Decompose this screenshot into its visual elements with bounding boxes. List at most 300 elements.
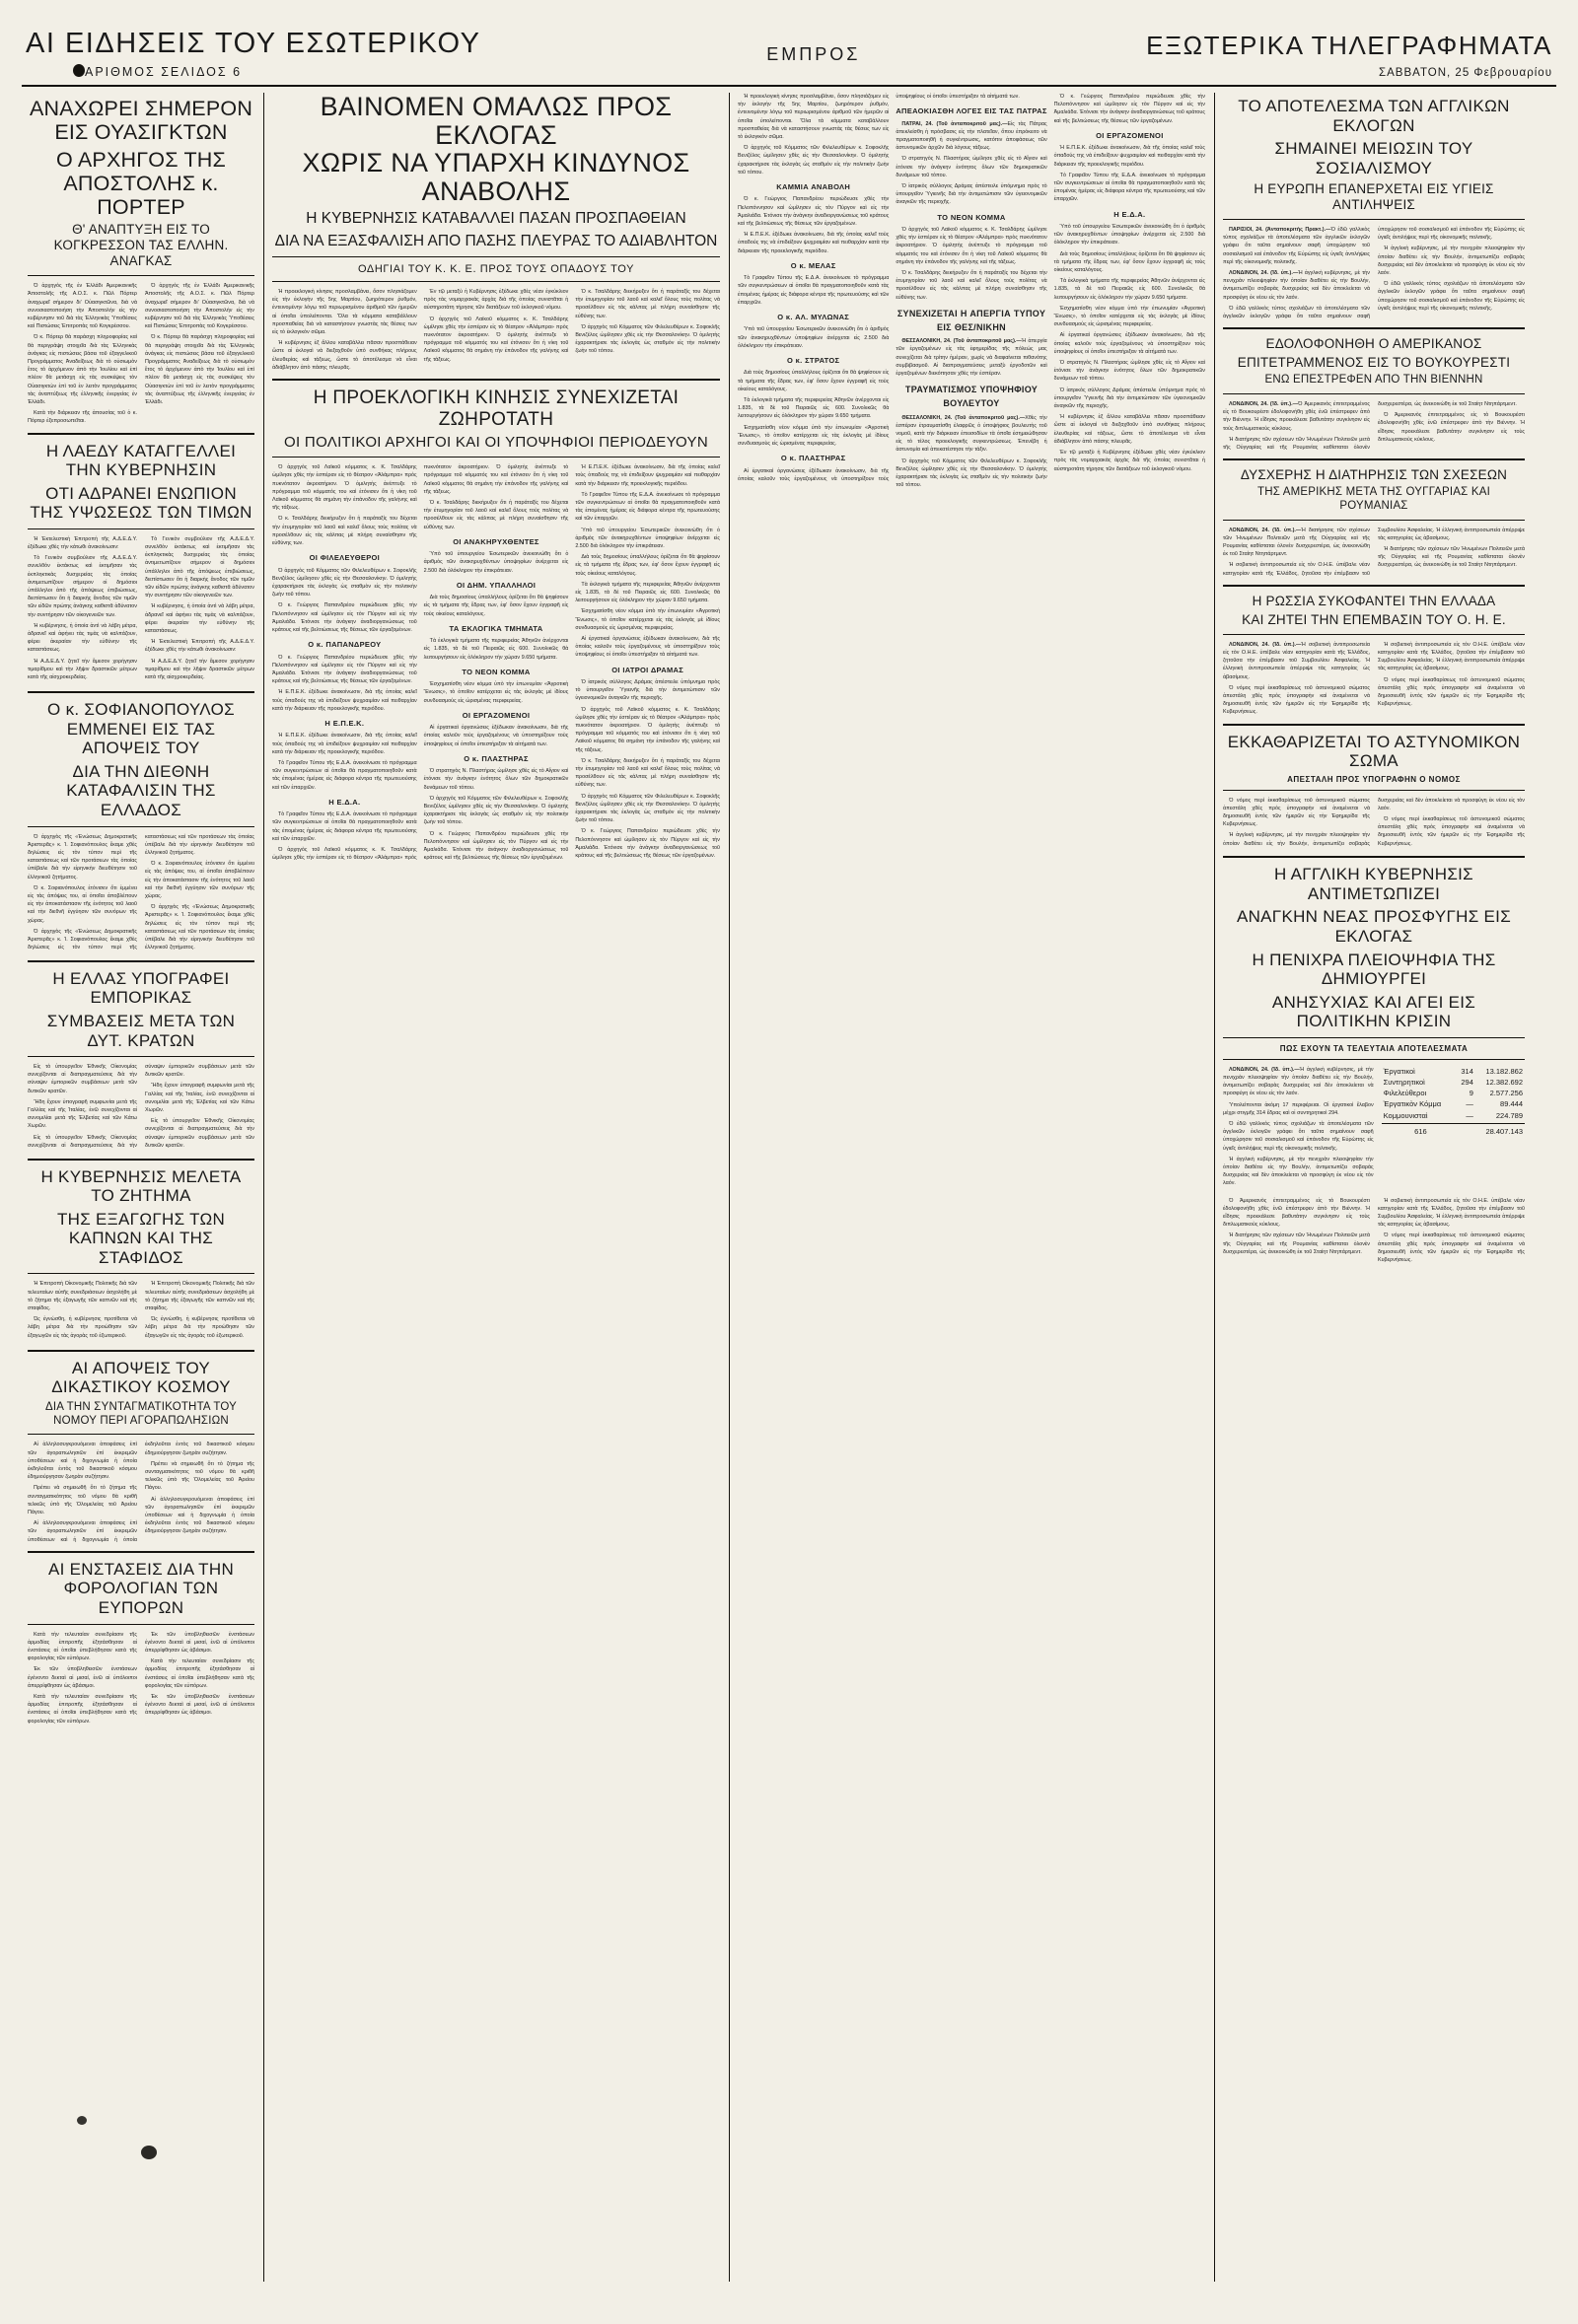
paragraph: Ἡ σοβιετικὴ ἀντιπροσωπεία εἰς τὸν Ο.Η.Ε. ὑπέβαλε νέαν κατηγορίαν κατὰ τῆς Ἑλλάδος, ζητοῦσα τὴν ἐπέμβασιν τοῦ Συμβουλίου Ἀσφαλείας. Ἡ ἑλληνικὴ ἀντιπροσωπεία ἀπέρριψε τὰς κατηγορίας ὡς ἀβασίμους. bbox=[1223, 527, 1525, 577]
paragraph: Ἤδη ἔχουν ὑπογραφῆ συμφωνίαι μετὰ τῆς Γαλλίας καὶ τῆς Ἰταλίας, ἐνῶ συνεχίζονται αἱ συνομιλίαι μετὰ τῆς Ἑλβετίας καὶ τῶν Κάτω Χωρῶν. bbox=[28, 1098, 137, 1130]
paragraph: Ὁ κ. Πόρτερ θὰ παράσχη πληροφορίας καὶ θὰ περιγράψη στοιχεῖα διὰ τὰς Ἑλληνικὰς ἀνάγκας εἰς πιστώσεις βάσει τοῦ ἐξαγγελικοῦ Προγράμματος Ἀναδείξεως διὰ τὸ οὐσιωμὸν ἔτος τὸ ἀρχόμενον ἀπὸ τὴν Ἰουλίου καὶ ἐπὶ πλέον θὰ μετάσχη εἰς τὰς συσκέψεις τὸν Οὐασιγκτὼν ἐπὶ τοῦ ἐν λειτὸν προγράμματος τὰς ἀναπτύξεως τῆς ἑλληνικῆς ἐνεργείας ἐν Ἑλλάδι. bbox=[145, 334, 254, 405]
paragraph: Ἡ Ε.Π.Ε.Κ. ἐξέδωκε ἀνακοίνωσιν, διὰ τῆς ὁποίας καλεῖ τοὺς ὀπαδούς της νὰ ἐπιδείξουν ψυχραιμίαν καὶ πειθαρχίαν κατὰ τὴν διάρκειαν τῆς προεκλογικῆς περιόδου. bbox=[738, 232, 890, 254]
dateline: ΘΕΣΣΑΛΟΝΙΚΗ, 24. (Τοῦ ἀνταποκριτοῦ μας).— bbox=[901, 338, 1022, 345]
votes: 89.444 bbox=[1500, 1099, 1523, 1109]
page-number bbox=[26, 65, 480, 79]
paragraph: Ἡ σοβιετικὴ ἀντιπροσωπεία εἰς τὸν Ο.Η.Ε. ὑπέβαλε νέαν κατηγορίαν κατὰ τῆς Ἑλλάδος, ζητοῦσα τὴν ἐπέμβασιν τοῦ Συμβουλίου Ἀσφαλείας. Ἡ ἑλληνικὴ ἀντιπροσωπεία ἀπέρριψε τὰς κατηγορίας ὡς ἀβασίμους. bbox=[1378, 1197, 1525, 1229]
paragraph: Ὁ νόμος περὶ ἐκκαθαρίσεως τοῦ ἀστυνομικοῦ σώματος ἀπεστάλη χθὲς πρὸς ὑπογραφὴν καὶ ἀναμένεται νὰ δημοσιευθῆ ἐντὸς τῶν ἡμερῶν εἰς τὴν Ἐφημερίδα τῆς Κυβερνήσεως. bbox=[1378, 1232, 1525, 1263]
divider bbox=[28, 1624, 254, 1625]
paragraph: Διὰ τοὺς δημοσίους ὑπαλλήλους ὁρίζεται ὅτι θὰ ψηφίσουν εἰς τὰ τμήματα τῆς ἕδρας των, ἐφ' ὅσον ἔχουν ἐγγραφῆ εἰς τοὺς οἰκείους καταλόγους. bbox=[423, 595, 569, 617]
paragraph: Ὁ ἐδῶ γαλλικὸς τύπος σχολιάζων τὰ ἀποτελέσματα τῶν ἀγγλικῶν ἐκλογῶν γράφει ὅτι ταῦτα σημαίνουν σαφῆ ὑποχώρησιν τοῦ σοσιαλισμοῦ καὶ ἐπάνοδον τῆς Εὐρώπης εἰς ὑγιεῖς ἀντιλήψεις περὶ τῆς οἰκονομικῆς πολιτικῆς. bbox=[1223, 1120, 1374, 1152]
party-name: Κομμουνισταὶ bbox=[1383, 1110, 1428, 1120]
divider bbox=[1223, 1059, 1525, 1060]
paragraph: Ὁ ἀρχηγὸς τοῦ Κόμματος τῶν Φιλελευθέρων κ. Σοφοκλῆς Βενιζέλος ὡμίλησεν χθὲς εἰς τὴν Θεσσαλονίκην. Ὁ ὁμιλητὴς ἐχαρακτήρισε τὰς ἐκλογὰς ὡς σταθμὸν εἰς τὴν πολιτικὴν ζωὴν τοῦ τόπου. bbox=[272, 567, 417, 599]
paragraph: Ἡ Ἐκτελεστικὴ Ἐπιτροπὴ τῆς Α.Δ.Ε.Δ.Υ. ἐξέδωκε χθὲς τὴν κάτωθι ἀνακοίνωσιν: bbox=[145, 639, 254, 654]
headline-russia-l2: ΚΑΙ ΖΗΤΕΙ ΤΗΝ ΕΠΕΜΒΑΣΙΝ ΤΟΥ Ο. Η. Ε. bbox=[1242, 611, 1506, 627]
paragraph: Ἡ κυβέρνησις, ἡ ὁποία ἀντὶ νὰ λάβη μέτρα, ἀδρανεῖ καὶ ἀφήνει τὰς τιμὰς νὰ καλπάζουν, φέρει ἀκεραίαν τὴν εὐθύνην τῆς καταστάσεως. bbox=[145, 603, 254, 635]
divider bbox=[272, 256, 720, 257]
headline-uk-results-l2: ΣΗΜΑΙΝΕΙ ΜΕΙΩΣΙΝ ΤΟΥ ΣΟΣΙΑΛΙΣΜΟΥ bbox=[1274, 139, 1473, 177]
subhead-epek: Η Ε.Π.Ε.Κ. bbox=[324, 718, 365, 728]
table-row bbox=[1382, 1066, 1525, 1077]
dateline: ΠΑΡΙΣΙΟΙ, 24. (Ἀνταποκριτὴς Πρακτ.).— bbox=[1229, 227, 1331, 234]
paragraph: Ἡ διατήρησις τῶν σχέσεων τῶν Ἡνωμένων Πολιτειῶν μετὰ τῆς Οὑγγαρίας καὶ τῆς Ρουμανίας καθίσταται ὁλονὲν δυσχερεστέρα, ὡς ἀνεκοινώθη ἐκ τοῦ Σταίητ Ντηπάρτμεντ. bbox=[1378, 546, 1525, 569]
subhead-eda: Η Ε.Δ.Α. bbox=[328, 797, 361, 807]
paragraph: Ἐκ τῶν ὑποβληθεισῶν ἐνστάσεων ἐγένοντο δεκταὶ αἱ μισαί, ἐνῶ αἱ ὑπόλοιποι ἀπερρίφθησαν ὡς ἀβάσιμοι. bbox=[145, 1693, 254, 1717]
paragraph: Ὁ κ. Γεώργιος Παπανδρέου περιώδευσε χθὲς τὴν Πελοπόννησον καὶ ὡμίλησεν εἰς τὸν Πύργον καὶ εἰς τὴν Ἀμαλιάδα. Ἐτόνισε τὴν ἀνάγκην ἀναδιοργανώσεως τοῦ κράτους καὶ τῆς βελτιώσεως τῆς θέσεως τῶν ἐργαζομένων. bbox=[272, 602, 417, 633]
dateline: ΠΑΤΡΑΙ, 24. (Τοῦ ἀνταποκριτοῦ μας).— bbox=[901, 120, 1008, 127]
total-label bbox=[1382, 1126, 1391, 1137]
table-row bbox=[1382, 1098, 1525, 1109]
article-police-body bbox=[1223, 797, 1525, 850]
article-trade-body bbox=[28, 1063, 254, 1152]
column-foreign bbox=[1215, 93, 1533, 2282]
dateline: ΛΟΝΔΙΝΟΝ, 24. (Ἰδ. ὑπ.).— bbox=[1229, 641, 1302, 648]
article-tobacco-body bbox=[28, 1280, 254, 1342]
paragraph: Αἱ ἐργατικαὶ ὀργανώσεις ἐξέδωκαν ἀνακοίνωσιν, διὰ τῆς ὁποίας καλοῦν τοὺς ἐργαζομένους νὰ ὑποστηρίξουν τοὺς ὑποψηφίους οἱ ὁποῖοι ὑπεστήριξαν τὰ αἰτήματά των. bbox=[738, 94, 1020, 482]
headline-judicial-l2: ΔΙΑ ΤΗΝ ΣΥΝΤΑΓΜΑΤΙΚΟΤΗΤΑ ΤΟΥ ΝΟΜΟΥ ΠΕΡΙ ΑΓΟΡΑΠΩΛΗΣΙΩΝ bbox=[44, 1400, 238, 1427]
masthead-rule bbox=[22, 85, 1556, 87]
divider bbox=[28, 1350, 254, 1352]
votes: 12.382.692 bbox=[1485, 1077, 1523, 1087]
subhead-plastiras: Ο κ. ΠΛΑΣΤΗΡΑΣ bbox=[464, 753, 529, 763]
paragraph bbox=[1223, 400, 1370, 433]
main-lead-body bbox=[272, 288, 720, 372]
table-row bbox=[1382, 1110, 1525, 1121]
subhead-stratos: Ο κ. ΣΤΡΑΤΟΣ bbox=[786, 356, 840, 366]
paragraph: Τὰ ἐκλογικὰ τμήματα τῆς περιφερείας Ἀθηνῶν ἀνέρχονται εἰς 1.835, τὰ δὲ τοῦ Πειραιῶς εἰς 600. Συνολικῶς θὰ λειτουργήσουν εἰς ὁλόκληρον τὴν χώραν 9.650 τμήματα. bbox=[738, 397, 890, 420]
paragraph: Αἱ ἀλληλοσυγκρουόμεναι ἀποφάσεις ἐπὶ τῶν ἀγοραπωλησιῶν ἐπὶ ἐκκρεμῶν ὑποθέσεων καὶ ἡ διχογνωμία ἡ ὁποία ἐκδηλοῦται ἐντὸς τοῦ δικαστικοῦ κόσμου ἐδημιούργησαν ζωηρὰν συζήτησιν. bbox=[28, 1442, 254, 1543]
party-name: Συντηρητικοὶ bbox=[1383, 1077, 1425, 1087]
dateline: ΛΟΝΔΙΝΟΝ, 24. (Ἰδ. ὑπ.).— bbox=[1229, 527, 1302, 533]
paragraph: Ὁ ἐδῶ γαλλικὸς τύπος σχολιάζων τὰ ἀποτελέσματα τῶν ἀγγλικῶν ἐκλογῶν γράφει ὅτι ταῦτα σημαίνουν σαφῆ ὑποχώρησιν τοῦ σοσιαλισμοῦ καὶ ἐπάνοδον τῆς Εὐρώπης εἰς ὑγιεῖς ἀντιλήψεις περὶ τῆς οἰκονομικῆς πολιτικῆς. bbox=[1378, 281, 1525, 312]
ink-smudge-icon bbox=[141, 2146, 157, 2159]
subhead-new-party: ΤΟ ΝΕΟΝ ΚΟΜΜΑ bbox=[462, 667, 531, 676]
main-headline-l3b: ΔΙΑ ΝΑ ΕΞΑΣΦΑΛΙΣΗ ΑΠΟ ΠΑΣΗΣ ΠΛΕΥΡΑΣ ΤΟ ΑΔΙΑΒΛΗΤΟΝ bbox=[274, 233, 718, 250]
paragraph-text: Ὁ Ἀμερικανὸς ἐπιτετραμμένος εἰς τὸ Βουκουρέστι ἐδολοφονήθη χθὲς ἐνῶ ἐπέστρεφεν ἀπὸ τὴν Βιέννην. Ἡ εἴδησις προεκάλεσε βαθυτάτην συγκίνησιν εἰς τοὺς διπλωματικοὺς κύκλους. bbox=[1223, 400, 1370, 432]
subhead-eda-2: Η Ε.Δ.Α. bbox=[1113, 209, 1146, 219]
paragraph bbox=[896, 414, 1046, 455]
headline-envoy-l2: ΕΠΙΤΕΤΡΑΜΜΕΝΟΣ ΕΙΣ ΤΟ ΒΟΥΚΟΥΡΕΣΤΙ bbox=[1237, 355, 1511, 371]
paragraph: Πρέπει νὰ σημειωθῆ ὅτι τὸ ζήτημα τῆς συνταγματικότητος τοῦ νόμου θὰ κριθῆ τελικῶς ὑπὸ τῆς Ὁλομελείας τοῦ Ἀρείου Πάγου. bbox=[28, 1485, 137, 1516]
paragraph: Αἱ ἀλληλοσυγκρουόμεναι ἀποφάσεις ἐπὶ τῶν ἀγοραπωλησιῶν ἐπὶ ἐκκρεμῶν ὑποθέσεων καὶ ἡ διχογνωμία ἡ ὁποία ἐκδηλοῦται ἐντὸς τοῦ δικαστικοῦ κόσμου ἐδημιούργησαν ζωηρὰν συζήτησιν. bbox=[145, 1496, 254, 1535]
paragraph-text: Ἡ ἀγγλικὴ κυβέρνησις, μὲ τὴν πενιχρὰν πλειοψηφίαν τὴν ὁποίαν διαθέτει εἰς τὴν Βουλήν, ἀντιμετωπίζει σοβαρὰς δυσχερείας καὶ δὲν ἀποκλείεται νὰ προσφύγη ἐκ νέου εἰς τὸν λαόν. bbox=[1223, 1066, 1374, 1097]
paragraph: Ἐσχηματίσθη νέον κόμμα ὑπὸ τὴν ἐπωνυμίαν «Ἀγροτικὴ Ἕνωσις», τὸ ὁποῖον κατέρχεται εἰς τὰς ἐκλογὰς μὲ ἰδίους συνδυασμοὺς εἰς ὡρισμένας περιφερείας. bbox=[738, 424, 890, 448]
paragraph: Αἱ ἀλληλοσυγκρουόμεναι ἀποφάσεις ἐπὶ τῶν ἀγοραπωλησιῶν ἐπὶ ἐκκρεμῶν ὑποθέσεων καὶ ἡ διχογνωμία ἡ ὁποία ἐκδηλοῦται ἐντὸς τοῦ δικαστικοῦ κόσμου ἐδημιούργησαν ζωηρὰν συζήτησιν. bbox=[28, 1442, 137, 1481]
paragraph: Ὁ κ. Γεώργιος Παπανδρέου περιώδευσε χθὲς τὴν Πελοπόννησον καὶ ὡμίλησεν εἰς τὸν Πύργον καὶ εἰς τὴν Ἀμαλιάδα. Ἐτόνισε τὴν ἀνάγκην ἀναδιοργανώσεως τοῦ κράτους καὶ τῆς βελτιώσεως τῆς θέσεως τῶν ἐργαζομένων. bbox=[738, 196, 890, 228]
divider bbox=[1223, 219, 1525, 220]
paragraph: Τὰ ἐκλογικὰ τμήματα τῆς περιφερείας Ἀθηνῶν ἀνέρχονται εἰς 1.835, τὰ δὲ τοῦ Πειραιῶς εἰς 600. Συνολικῶς θὰ λειτουργήσουν εἰς ὁλόκληρον τὴν χώραν 9.650 τμήματα. bbox=[1053, 278, 1205, 301]
paragraph: Ὁ κ. Γεώργιος Παπανδρέου περιώδευσε χθὲς τὴν Πελοπόννησον καὶ ὡμίλησεν εἰς τὸν Πύργον καὶ εἰς τὴν Ἀμαλιάδα. Ἐτόνισε τὴν ἀνάγκην ἀναδιοργανώσεως τοῦ κράτους καὶ τῆς βελτιώσεως τῆς θέσεως τῶν ἐργαζομένων. bbox=[1053, 94, 1205, 124]
paragraph: Ἡ ἀγγλικὴ κυβέρνησις, μὲ τὴν πενιχρὰν πλειοψηφίαν τὴν ὁποίαν διαθέτει εἰς τὴν Βουλήν, ἀντιμετωπίζει σοβαρὰς δυσχερείας καὶ δὲν ἀποκλείεται νὰ προσφύγη ἐκ νέου εἰς τὸν λαόν. bbox=[1223, 1156, 1374, 1187]
subhead-mylonas: Ο κ. ΑΛ. ΜΥΛΩΝΑΣ bbox=[777, 313, 850, 322]
column-domestic bbox=[20, 93, 262, 2282]
paragraph: Ἐσχηματίσθη νέον κόμμα ὑπὸ τὴν ἐπωνυμίαν «Ἀγροτικὴ Ἕνωσις», τὸ ὁποῖον κατέρχεται εἰς τὰς ἐκλογὰς μὲ ἰδίους συνδυασμοὺς εἰς ὡρισμένας περιφερείας. bbox=[1053, 305, 1205, 328]
divider bbox=[1223, 790, 1525, 791]
paragraph-text: Εἰς τὰς Πάτρας ἀπεκλείσθη ἡ πρόσβασις εἰς τὴν πλατεῖαν, ὅπου ἐπρόκειτο νὰ πραγματοποιηθῆ ἡ συγκέντρωσις, κατόπιν ἀποφάσεως τῶν ἀστυνομικῶν ἀρχῶν διὰ λόγους τάξεως. bbox=[896, 120, 1047, 152]
divider bbox=[28, 1434, 254, 1435]
dateline: ΘΕΣΣΑΛΟΝΙΚΗ, 24. (Τοῦ ἀνταποκριτοῦ μας).— bbox=[901, 414, 1026, 421]
paragraph: Ἡ προεκλογικὴ κίνησις προσλαμβάνει, ὅσον πλησιάζομεν εἰς τὴν ἐκλογὴν τῆς 5ης Μαρτίου, ζωηρότερον ῥυθμόν, ἐντεινομένην λόγῳ τοῦ περιωρισμένου ἀριθμοῦ τῶν ἡμερῶν αἱ ὁποῖαι ὑπολείπονται. Ὅλα τὰ κόμματα καταβάλλουν προσπαθείας διὰ νὰ καταστήσουν γνωστὰς τὰς θέσεις των εἰς τὸ ἐκλογικὸν σῶμα. bbox=[272, 289, 417, 336]
headline-judicial-l1: ΑΙ ΑΠΟΨΕΙΣ ΤΟΥ ΔΙΚΑΣΤΙΚΟΥ ΚΟΣΜΟΥ bbox=[51, 1358, 231, 1397]
masthead-left bbox=[26, 28, 480, 79]
paragraph: Ὁ ἀρχηγὸς τοῦ Κόμματος τῶν Φιλελευθέρων κ. Σοφοκλῆς Βενιζέλος ὡμίλησεν χθὲς εἰς τὴν Θεσσαλονίκην. Ὁ ὁμιλητὴς ἐχαρακτήρισε τὰς ἐκλογὰς ὡς σταθμὸν εἰς τὴν πολιτικὴν ζωὴν τοῦ τόπου. bbox=[738, 145, 890, 176]
paragraph: Κατὰ τὴν τελευταίαν συνεδρίασιν τῆς ἁρμοδίας ἐπιτροπῆς ἐξητάσθησαν αἱ ἐνστάσεις αἱ ὁποῖαι ὑπεβλήθησαν κατὰ τῆς φορολογίας τῶν εὐπόρων. bbox=[28, 1693, 137, 1725]
paragraph: Ὁ στρατηγὸς Ν. Πλαστήρας ὡμίλησε χθὲς εἰς τὸ Αἴγιον καὶ ἐτόνισε τὴν ἀνάγκην ἑνότητος ὅλων τῶν δημοκρατικῶν δυνάμεων τοῦ τόπου. bbox=[1053, 360, 1205, 383]
paragraph: Ἡ κυβέρνησις ἐξ ἄλλου καταβάλλει πᾶσαν προσπάθειαν ὥστε αἱ ἐκλογαὶ νὰ διεξαχθοῦν ὑπὸ συνθήκας πλήρους ἐλευθερίας καὶ τάξεως, ὥστε τὸ ἀποτέλεσμα νὰ εἶναι ἀδιάβλητον ἀπὸ πάσης πλευρᾶς. bbox=[272, 340, 417, 371]
article-porter-body bbox=[28, 282, 254, 425]
paragraph: Ἐκ τῶν ὑποβληθεισῶν ἐνστάσεων ἐγένοντο δεκταὶ αἱ μισαί, ἐνῶ αἱ ὑπόλοιποι ἀπερρίφθησαν ὡς ἀβάσιμοι. bbox=[145, 1631, 254, 1654]
subhead-liberals: ΟΙ ΦΙΛΕΛΕΥΘΕΡΟΙ bbox=[309, 553, 381, 563]
paragraph bbox=[1223, 527, 1370, 559]
divider bbox=[28, 691, 254, 693]
paragraph: Αἱ ἐργατικαὶ ὀργανώσεις ἐξέδωκαν ἀνακοίνωσιν, διὰ τῆς ὁποίας καλοῦν τοὺς ἐργαζομένους νὰ ὑποστηρίξουν τοὺς ὑποψηφίους οἱ ὁποῖοι ὑπεστήριξαν τὰ αἰτήματά των. bbox=[1053, 332, 1205, 355]
dateline: ΛΟΝΔΙΝΟΝ, 24. (Ἰδ. ὑπ.).— bbox=[1229, 270, 1299, 277]
party-name: Ἐργατικοὶ bbox=[1383, 1066, 1415, 1076]
paragraph: Ἡ προεκλογικὴ κίνησις προσλαμβάνει, ὅσον πλησιάζομεν εἰς τὴν ἐκλογὴν τῆς 5ης Μαρτίου, ζωηρότερον ῥυθμόν, ἐντεινομένην λόγῳ τοῦ περιωρισμένου ἀριθμοῦ τῶν ἡμερῶν αἱ ὁποῖαι ὑπολείπονται. Ὅλα τὰ κόμματα καταβάλλουν προσπαθείας διὰ νὰ καταστήσουν γνωστὰς τὰς θέσεις των εἰς τὸ ἐκλογικὸν σῶμα. bbox=[738, 94, 890, 141]
paragraph bbox=[896, 337, 1046, 378]
paragraph-text: Ἡ διατήρησις τῶν σχέσεων τῶν Ἡνωμένων Πολιτειῶν μετὰ τῆς Οὑγγαρίας καὶ τῆς Ρουμανίας καθίσταται ὁλονὲν δυσχερεστέρα, ὡς ἀνεκοινώθη ἐκ τοῦ Σταίητ Ντηπάρτμεντ. bbox=[1223, 527, 1370, 558]
divider bbox=[1382, 1123, 1525, 1124]
headline-uk-results-l3: Η ΕΥΡΩΠΗ ΕΠΑΝΕΡΧΕΤΑΙ ΕΙΣ ΥΓΙΕΙΣ ΑΝΤΙΛΗΨΕΙΣ bbox=[1254, 181, 1494, 213]
paragraph bbox=[1223, 641, 1370, 681]
results-title: ΠΩΣ ΕΧΟΥΝ ΤΑ ΤΕΛΕΥΤΑΙΑ ΑΠΟΤΕΛΕΣΜΑΤΑ bbox=[1279, 1043, 1469, 1053]
page-number-label: ΑΡΙΘΜΟΣ ΣΕΛΙΔΟΣ 6 bbox=[85, 65, 243, 79]
subhead-doctors-drama: ΟΙ ΙΑΤΡΟΙ ΔΡΑΜΑΣ bbox=[611, 665, 684, 674]
article-tax-body bbox=[28, 1631, 254, 1725]
divider bbox=[28, 826, 254, 827]
columns-grid bbox=[20, 93, 1558, 2282]
paragraph: Ὁ κ. Τσαλδάρης διεκήρυξεν ὅτι ἡ παράταξίς του δέχεται τὴν ἑτυμηγορίαν τοῦ λαοῦ καὶ καλεῖ ὅλους τοὺς πολίτας νὰ προσέλθουν εἰς τὰς κάλπας μὲ πλήρη συναίσθησιν τῆς εὐθύνης των. bbox=[575, 289, 720, 319]
paragraph: Ἐν τῷ μεταξὺ ἡ Κυβέρνησις ἐξέδωκε χθὲς νέαν ἐγκύκλιον πρὸς τὰς νομαρχιακὰς ἀρχὰς διὰ τῆς ὁποίας συνιστᾶται ἡ αὐστηροτάτη τήρησις τῶν διατάξεων τοῦ ἐκλογικοῦ νόμου. bbox=[423, 289, 569, 312]
divider bbox=[1223, 520, 1525, 521]
paragraph: Ἐσχηματίσθη νέον κόμμα ὑπὸ τὴν ἐπωνυμίαν «Ἀγροτικὴ Ἕνωσις», τὸ ὁποῖον κατέρχεται εἰς τὰς ἐκλογὰς μὲ ἰδίους συνδυασμοὺς εἰς ὡρισμένας περιφερείας. bbox=[575, 608, 720, 631]
paragraph: Τὸ Γενικὸν συμβούλιον τῆς Α.Δ.Ε.Δ.Υ. συνελθὸν ἐκτάκτως καὶ ἐκτιμῆσαν τὰς ἐκπληκτικὰς δυσχερείας τὰς ὁποίας ἀντιμετωπίζουν σήμερον οἱ δημόσιοι ὑπάλληλοι ἀπὸ τῆς ἀπόψεως ἐπιβιώσεως, διεπίστωσεν ὅτι ἡ διαρκὴς ἄνοδος τῶν τιμῶν τῶν εἰδῶν πρώτης ἀνάγκης καθιστᾶ ἀδύνατον τὴν συντήρησιν τῶν οἰκογενειῶν των. bbox=[28, 555, 137, 618]
article-envoy-body bbox=[1223, 400, 1525, 452]
subhead-new-party-2: ΤΟ ΝΕΟΝ ΚΟΜΜΑ bbox=[937, 212, 1006, 222]
headline-uk-results-l1: ΤΟ ΑΠΟΤΕΛΕΣΜΑ ΤΩΝ ΑΓΓΛΙΚΩΝ ΕΚΛΟΓΩΝ bbox=[1238, 97, 1510, 135]
headline-sofianopoulos-l1: Ο κ. ΣΟΦΙΑΝΟΠΟΥΛΟΣ ΕΜΜΕΝΕΙ ΕΙΣ ΤΑΣ ΑΠΟΨΕΙΣ ΤΟΥ bbox=[47, 700, 235, 758]
paragraph: Εἰς τὸ ὑπουργεῖον Ἐθνικῆς Οἰκονομίας συνεχίζονται αἱ διαπραγματεύσεις διὰ τὴν σύναψιν ἐμπορικῶν συμβάσεων μετὰ τῶν δυτικῶν κρατῶν. bbox=[28, 1064, 254, 1149]
party-name: Ἐργατικὸν Κόμμα bbox=[1383, 1099, 1442, 1109]
campaign-body bbox=[272, 463, 720, 864]
divider bbox=[1223, 1037, 1525, 1038]
paragraph: Ἡ κυβέρνησις, ἡ ὁποία ἀντὶ νὰ λάβη μέτρα, ἀδρανεῖ καὶ ἀφήνει τὰς τιμὰς νὰ καλπάζουν, φέρει ἀκεραίαν τὴν εὐθύνην τῆς καταστάσεως. bbox=[28, 622, 137, 654]
votes: 224.789 bbox=[1495, 1110, 1523, 1120]
paragraph: Ὁ ἀρχηγὸς τῆς ἐν Ἑλλάδι Ἀμερικανικῆς Ἀποστολῆς τῆς Α.Ο.Σ. κ. Πῶλ Πόρτερ ἀναχωρεῖ σήμερον δι' Οὐασιγκτῶνα, διὰ νὰ συνοσιαστοποιήση τὴν Ἀποστολήν εἰς τὴν κυβέρνησιν τοῦ διὰ τὰς Ἑλληνικὰς Ὑποθέσεις καὶ Πιστώσεις Ἐπιτροπὰς τοῦ Κογκρέσσου. bbox=[145, 283, 254, 330]
paragraph-text: Ἡ ἀπεργία τῶν ἐργαζομένων εἰς τὰς ἐφημερίδας τῆς πόλεώς μας συνεχίζεται διὰ τρίτην ἡμέραν, χωρὶς νὰ διαφαίνεται πιθανότης συμβιβασμοῦ. Αἱ διαπραγματεύσεις μεταξὺ ἐργοδοτῶν καὶ ἐργαζομένων διεκόπησαν χθὲς τὴν ἑσπέραν. bbox=[896, 338, 1047, 377]
paragraph: Τὸ Γραφεῖον Τύπου τῆς Ε.Δ.Α. ἀνεκοίνωσε τὸ πρόγραμμα τῶν συγκεντρώσεων αἱ ὁποῖαι θὰ πραγματοποιηθοῦν κατὰ τὰς ἑπομένας ἡμέρας εἰς διάφορα κέντρα τῆς πρωτευούσης καὶ τῶν ἐπαρχιῶν. bbox=[1053, 172, 1205, 203]
article-relations-body bbox=[1223, 527, 1525, 578]
paragraph: Ὁ νόμος περὶ ἐκκαθαρίσεως τοῦ ἀστυνομικοῦ σώματος ἀπεστάλη χθὲς πρὸς ὑπογραφὴν καὶ ἀναμένεται νὰ δημοσιευθῆ ἐντὸς τῶν ἡμερῶν εἰς τὴν Ἐφημερίδα τῆς Κυβερνήσεως. bbox=[1378, 676, 1525, 708]
headline-russia-l1: Η ΡΩΣΣΙΑ ΣΥΚΟΦΑΝΤΕΙ ΤΗΝ ΕΛΛΑΔΑ bbox=[1252, 593, 1496, 608]
headline-tax-objections: ΑΙ ΕΝΣΤΑΣΕΙΣ ΔΙΑ ΤΗΝ ΦΟΡΟΛΟΓΙΑΝ ΤΩΝ ΕΥΠΟΡΩΝ bbox=[47, 1559, 235, 1617]
divider bbox=[28, 1551, 254, 1553]
paragraph: Ὁ νόμος περὶ ἐκκαθαρίσεως τοῦ ἀστυνομικοῦ σώματος ἀπεστάλη χθὲς πρὸς ὑπογραφὴν καὶ ἀναμένεται νὰ δημοσιευθῆ ἐντὸς τῶν ἡμερῶν εἰς τὴν Ἐφημερίδα τῆς Κυβερνήσεως. bbox=[1223, 797, 1370, 828]
ink-blob-icon bbox=[73, 64, 85, 77]
paragraph: Ὁ ἀρχηγὸς τοῦ Κόμματος τῶν Φιλελευθέρων κ. Σοφοκλῆς Βενιζέλος ὡμίλησεν χθὲς εἰς τὴν Θεσσαλονίκην. Ὁ ὁμιλητὴς ἐχαρακτήρισε τὰς ἐκλογὰς ὡς σταθμὸν εἰς τὴν πολιτικὴν ζωὴν τοῦ τόπου. bbox=[896, 458, 1047, 489]
paragraph-text: Ἡ ἀγγλικὴ κυβέρνησις, μὲ τὴν πενιχρὰν πλειοψηφίαν τὴν ὁποίαν διαθέτει εἰς τὴν Βουλήν, ἀντιμετωπίζει σοβαρὰς δυσχερείας καὶ δὲν ἀποκλείεται νὰ προσφύγη ἐκ νέου εἰς τὸν λαόν. bbox=[1223, 270, 1370, 301]
paragraph: Ὁ ἀρχηγὸς τοῦ Λαϊκοῦ κόμματος κ. Κ. Τσαλδάρης ὡμίλησε χθὲς τὴν ἑσπέραν εἰς τὸ θέατρον «Ἀλάμπρα» πρὸς πυκνότατον ἀκροατήριον. Ὁ ὁμιλητὴς ἀνέπτυξε τὸ πρόγραμμα τοῦ κόμματός του καὶ ἐτόνισεν ὅτι ἡ νίκη τοῦ Λαϊκοῦ κόμματος θὰ σημάνη τὴν ἐπάνοδον τῆς γαλήνης καὶ τῆς τάξεως. bbox=[423, 316, 569, 363]
divider bbox=[1223, 856, 1525, 858]
headline-trade-l2: ΣΥΜΒΑΣΕΙΣ ΜΕΤΑ ΤΩΝ ΔΥΤ. ΚΡΑΤΩΝ bbox=[46, 1011, 236, 1050]
subhead-workers-2: ΟΙ ΕΡΓΑΖΟΜΕΝΟΙ bbox=[1096, 130, 1164, 140]
paragraph: Ὁ ἀρχηγὸς τοῦ Λαϊκοῦ κόμματος κ. Κ. Τσαλδάρης ὡμίλησε χθὲς τὴν ἑσπέραν εἰς τὸ θέατρον «Ἀλάμπρα» πρὸς πυκνότατον ἀκροατήριον. Ὁ ὁμιλητὴς ἀνέπτυξε τὸ πρόγραμμα τοῦ κόμματός του καὶ ἐτόνισεν ὅτι ἡ νίκη τοῦ Λαϊκοῦ κόμματος θὰ σημάνη τὴν ἐπάνοδον τῆς γαλήνης καὶ τῆς τάξεως. bbox=[272, 464, 417, 512]
paragraph: Ὁ ἀρχηγὸς τῆς «Ἑνώσεως Δημοκρατικῆς Ἀριστερᾶς» κ. Ἰ. Σοφιανόπουλος ἔκαμε χθὲς δηλώσεις εἰς τὸν τύπον περὶ τῆς καταστάσεως καὶ τῶν προτάσεων τὰς ὁποίας ὑπέβαλε διὰ τὴν εἰρηνικὴν διευθέτησιν τοῦ ἑλληνικοῦ ζητήματος. bbox=[145, 904, 254, 951]
paragraph: Τὸ Γραφεῖον Τύπου τῆς Ε.Δ.Α. ἀνεκοίνωσε τὸ πρόγραμμα τῶν συγκεντρώσεων αἱ ὁποῖαι θὰ πραγματοποιηθοῦν κατὰ τὰς ἑπομένας ἡμέρας εἰς διάφορα κέντρα τῆς πρωτευούσης καὶ τῶν ἐπαρχιῶν. bbox=[272, 811, 417, 842]
main-byline: ΟΔΗΓΙΑΙ ΤΟΥ Κ. Κ. Ε. ΠΡΟΣ ΤΟΥΣ ΟΠΑΔΟΥΣ ΤΟΥ bbox=[357, 263, 635, 276]
paragraph: Ὁ Ἀμερικανὸς ἐπιτετραμμένος εἰς τὸ Βουκουρέστι ἐδολοφονήθη χθὲς ἐνῶ ἐπέστρεφεν ἀπὸ τὴν Βιέννην. Ἡ εἴδησις προεκάλεσε βαθυτάτην συγκίνησιν εἰς τοὺς διπλωματικοὺς κύκλους. bbox=[1223, 1197, 1370, 1229]
paragraph: Ὑπὸ τοῦ ὑπουργείου Ἐσωτερικῶν ἀνεκοινώθη ὅτι ὁ ἀριθμὸς τῶν ἀνακηρυχθέντων ὑποψηφίων ἀνέρχεται εἰς 2.500 διὰ ὁλόκληρον τὴν ἐπικράτειαν. bbox=[575, 527, 720, 549]
article-sofianopoulos-body bbox=[28, 833, 254, 953]
paragraph: Ὁ ἀρχηγὸς τῆς ἐν Ἑλλάδι Ἀμερικανικῆς Ἀποστολῆς τῆς Α.Ο.Σ. κ. Πῶλ Πόρτερ ἀναχωρεῖ σήμερον δι' Οὐασιγκτῶνα, διὰ νὰ συνοσιαστοποιήση τὴν Ἀποστολήν εἰς τὴν κυβέρνησιν τοῦ διὰ τὰς Ἑλληνικὰς Ὑποθέσεις καὶ Πιστώσεις Ἐπιτροπὰς τοῦ Κογκρέσσου. bbox=[28, 283, 137, 330]
paragraph: Ἡ ἀγγλικὴ κυβέρνησις, μὲ τὴν πενιχρὰν πλειοψηφίαν τὴν ὁποίαν διαθέτει εἰς τὴν Βουλήν, ἀντιμετωπίζει σοβαρὰς δυσχερείας καὶ δὲν ἀποκλείεται νὰ προσφύγη ἐκ νέου εἰς τὸν λαόν. bbox=[1223, 797, 1525, 847]
paragraph: Ἡ σοβιετικὴ ἀντιπροσωπεία εἰς τὸν Ο.Η.Ε. ὑπέβαλε νέαν κατηγορίαν κατὰ τῆς Ἑλλάδος, ζητοῦσα τὴν ἐπέμβασιν τοῦ Συμβουλίου Ἀσφαλείας. Ἡ ἑλληνικὴ ἀντιπροσωπεία ἀπέρριψε τὰς κατηγορίας ὡς ἀβασίμους. bbox=[1378, 641, 1525, 672]
paragraph: Ὑπὸ τοῦ ὑπουργείου Ἐσωτερικῶν ἀνεκοινώθη ὅτι ὁ ἀριθμὸς τῶν ἀνακηρυχθέντων ὑποψηφίων ἀνέρχεται εἰς 2.500 διὰ ὁλόκληρον τὴν ἐπικράτειαν. bbox=[423, 551, 569, 574]
headline-relations-l1: ΔΥΣΧΕΡΗΣ Η ΔΙΑΤΗΡΗΣΙΣ ΤΩΝ ΣΧΕΣΕΩΝ bbox=[1240, 467, 1508, 483]
paragraph: Διὰ τοὺς δημοσίους ὑπαλλήλους ὁρίζεται ὅτι θὰ ψηφίσουν εἰς τὰ τμήματα τῆς ἕδρας των, ἐφ' ὅσον ἔχουν ἐγγραφῆ εἰς τοὺς οἰκείους καταλόγους. bbox=[738, 370, 890, 392]
paragraph: Τὸ Γενικὸν συμβούλιον τῆς Α.Δ.Ε.Δ.Υ. συνελθὸν ἐκτάκτως καὶ ἐκτιμῆσαν τὰς ἐκπληκτικὰς δυσχερείας τὰς ὁποίας ἀντιμετωπίζουν σήμερον οἱ δημόσιοι ὑπάλληλοι ἀπὸ τῆς ἀπόψεως ἐπιβιώσεως, διεπίστωσεν ὅτι ἡ διαρκὴς ἄνοδος τῶν τιμῶν τῶν εἰδῶν πρώτης ἀνάγκης καθιστᾶ ἀδύνατον τὴν συντήρησιν τῶν οἰκογενειῶν των. bbox=[145, 535, 254, 599]
paragraph: Τὸ Γραφεῖον Τύπου τῆς Ε.Δ.Α. ἀνεκοίνωσε τὸ πρόγραμμα τῶν συγκεντρώσεων αἱ ὁποῖαι θὰ πραγματοποιηθοῦν κατὰ τὰς ἑπομένας ἡμέρας εἰς διάφορα κέντρα τῆς πρωτευούσης καὶ τῶν ἐπαρχιῶν. bbox=[738, 275, 890, 306]
subhead-polling-stations: ΤΑ ΕΚΛΟΓΙΚΑ ΤΜΗΜΑΤΑ bbox=[449, 623, 543, 633]
headline-adedy-l2: ΟΤΙ ΑΔΡΑΝΕΙ ΕΝΩΠΙΟΝ ΤΗΣ ΥΨΩΣΕΩΣ ΤΩΝ ΤΙΜΩΝ bbox=[30, 483, 252, 523]
subhead-police-purge: ΑΠΕΣΤΑΛΗ ΠΡΟΣ ΥΠΟΓΡΑΦΗΝ Ο ΝΟΜΟΣ bbox=[1287, 774, 1461, 784]
total-votes: 28.407.143 bbox=[1485, 1126, 1523, 1136]
paragraph: Ὁ ἀρχηγὸς τῆς «Ἑνώσεως Δημοκρατικῆς Ἀριστερᾶς» κ. Ἰ. Σοφιανόπουλος ἔκαμε χθὲς δηλώσεις εἰς τὸν τύπον περὶ τῆς καταστάσεως καὶ τῶν προτάσεων τὰς ὁποίας ὑπέβαλε διὰ τὴν εἰρηνικὴν διευθέτησιν τοῦ ἑλληνικοῦ ζητήματος. bbox=[28, 833, 137, 880]
paragraph: Ὁ κ. Γεώργιος Παπανδρέου περιώδευσε χθὲς τὴν Πελοπόννησον καὶ ὡμίλησεν εἰς τὸν Πύργον καὶ εἰς τὴν Ἀμαλιάδα. Ἐτόνισε τὴν ἀνάγκην ἀναδιοργανώσεως τοῦ κράτους καὶ τῆς βελτιώσεως τῆς θέσεως τῶν ἐργαζομένων. bbox=[272, 654, 417, 685]
ink-smudge-icon bbox=[77, 2116, 87, 2125]
paragraph: Ἡ διατήρησις τῶν σχέσεων τῶν Ἡνωμένων Πολιτειῶν μετὰ τῆς Οὑγγαρίας καὶ τῆς Ρουμανίας καθίσταται ὁλονὲν δυσχερεστέρα, ὡς ἀνεκοινώθη ἐκ τοῦ Σταίητ Ντηπάρτμεντ. bbox=[1223, 400, 1517, 451]
paragraph: Ὁ κ. Πόρτερ θὰ παράσχη πληροφορίας καὶ θὰ περιγράψη στοιχεῖα διὰ τὰς Ἑλληνικὰς ἀνάγκας εἰς πιστώσεις βάσει τοῦ ἐξαγγελικοῦ Προγράμματος Ἀναδείξεως διὰ τὸ οὐσιωμὸν ἔτος τὸ ἀρχόμενον ἀπὸ τὴν Ἰουλίου καὶ ἐπὶ πλέον θὰ μετάσχη εἰς τὰς συσκέψεις τὸν Οὐασιγκτὼν ἐπὶ τοῦ ἐν λειτὸν προγράμματος τὰς ἀναπτύξεως τῆς ἑλληνικῆς ἐνεργείας ἐν Ἑλλάδι. bbox=[28, 334, 137, 405]
paragraph: Ἐκ τῶν ὑποβληθεισῶν ἐνστάσεων ἐγένοντο δεκταὶ αἱ μισαί, ἐνῶ αἱ ὑπόλοιποι ἀπερρίφθησαν ὡς ἀβάσιμοι. bbox=[28, 1666, 137, 1689]
seats: 314 bbox=[1461, 1066, 1473, 1076]
seats: 9 bbox=[1469, 1089, 1473, 1098]
paragraph: Διὰ τοὺς δημοσίους ὑπαλλήλους ὁρίζεται ὅτι θὰ ψηφίσουν εἰς τὰ τμήματα τῆς ἕδρας των, ἐφ' ὅσον ἔχουν ἐγγραφῆ εἰς τοὺς οἰκείους καταλόγους. bbox=[575, 554, 720, 577]
paragraph: Ἡ Α.Δ.Ε.Δ.Υ. ζητεῖ τὴν ἄμεσον χορήγησιν τιμαρίθμου καὶ τὴν λῆψιν δραστικῶν μέτρων κατὰ τῆς αἰσχροκερδείας. bbox=[145, 658, 254, 681]
article-uk-results-body bbox=[1223, 226, 1525, 320]
paragraph bbox=[1223, 226, 1370, 266]
paragraph: Τὰ ἐκλογικὰ τμήματα τῆς περιφερείας Ἀθηνῶν ἀνέρχονται εἰς 1.835, τὰ δὲ τοῦ Πειραιῶς εἰς 600. Συνολικῶς θὰ λειτουργήσουν εἰς ὁλόκληρον τὴν χώραν 9.650 τμήματα. bbox=[423, 638, 569, 661]
paragraph-text: Ἡ σοβιετικὴ ἀντιπροσωπεία εἰς τὸν Ο.Η.Ε. ὑπέβαλε νέαν κατηγορίαν κατὰ τῆς Ἑλλάδος, ζητοῦσα τὴν ἐπέμβασιν τοῦ Συμβουλίου Ἀσφαλείας. Ἡ ἑλληνικὴ ἀντιπροσωπεία ἀπέρριψε τὰς κατηγορίας ὡς ἀβασίμους. bbox=[1223, 641, 1370, 680]
paragraph: Κατὰ τὴν τελευταίαν συνεδρίασιν τῆς ἁρμοδίας ἐπιτροπῆς ἐξητάσθησαν αἱ ἐνστάσεις αἱ ὁποῖαι ὑπεβλήθησαν κατὰ τῆς φορολογίας τῶν εὐπόρων. bbox=[145, 1658, 254, 1689]
divider bbox=[272, 379, 720, 381]
paragraph: Ὁ κ. Τσαλδάρης διεκήρυξεν ὅτι ἡ παράταξίς του δέχεται τὴν ἑτυμηγορίαν τοῦ λαοῦ καὶ καλεῖ ὅλους τοὺς πολίτας νὰ προσέλθουν εἰς τὰς κάλπας μὲ πλήρη συναίσθησιν τῆς εὐθύνης των. bbox=[896, 270, 1047, 301]
dateline: ΛΟΝΔΙΝΟΝ, 24. (Ἰδ. ὑπ.).— bbox=[1229, 1066, 1300, 1073]
paragraph: Ἡ Ε.Π.Ε.Κ. ἐξέδωκε ἀνακοίνωσιν, διὰ τῆς ὁποίας καλεῖ τοὺς ὀπαδούς της νὰ ἐπιδείξουν ψυχραιμίαν καὶ πειθαρχίαν κατὰ τὴν διάρκειαν τῆς προεκλογικῆς περιόδου. bbox=[272, 733, 417, 755]
paragraph: Ἡ Ἐπιτροπὴ Οἰκονομικῆς Πολιτικῆς διὰ τῶν τελευταίων αὐτῆς συνεδριάσεων ἀσχολήθη μὲ τὸ ζήτημα τῆς ἐξαγωγῆς τῶν καπνῶν καὶ τῆς σταφίδος. bbox=[145, 1281, 254, 1311]
campaign-body-right bbox=[738, 93, 1205, 489]
article-russia-body bbox=[1223, 641, 1525, 717]
divider bbox=[1223, 634, 1525, 635]
article-uk-crisis-body bbox=[1223, 1066, 1374, 1191]
headline-tobacco-l2: ΤΗΣ ΕΞΑΓΩΓΗΣ ΤΩΝ ΚΑΠΝΩΝ ΚΑΙ ΤΗΣ ΣΤΑΦΙΔΟΣ bbox=[56, 1209, 226, 1267]
paragraph: Ὑπὸ τοῦ ὑπουργείου Ἐσωτερικῶν ἀνεκοινώθη ὅτι ὁ ἀριθμὸς τῶν ἀνακηρυχθέντων ὑποψηφίων ἀνέρχεται εἰς 2.500 διὰ ὁλόκληρον τὴν ἐπικράτειαν. bbox=[738, 326, 890, 349]
divider bbox=[28, 275, 254, 276]
headline-uk-crisis-l2: ΑΝΑΓΚΗΝ ΝΕΑΣ ΠΡΟΣΦΥΓΗΣ ΕΙΣ ΕΚΛΟΓΑΣ bbox=[1236, 907, 1512, 946]
table-row bbox=[1382, 1077, 1525, 1088]
headline-envoy-l3: ΕΝΩ ΕΠΕΣΤΡΕΦΕΝ ΑΠΟ ΤΗΝ ΒΙΕΝΝΗΝ bbox=[1264, 374, 1483, 387]
headline-sofianopoulos-l2: ΔΙΑ ΤΗΝ ΔΙΕΘΝΗ ΚΑΤΑΦΑΛΙΣΙΝ ΤΗΣ ΕΛΛΑΔΟΣ bbox=[66, 761, 216, 819]
paragraph: Ὁ ἀρχηγὸς τῆς «Ἑνώσεως Δημοκρατικῆς Ἀριστερᾶς» κ. Ἰ. Σοφιανόπουλος ἔκαμε χθὲς δηλώσεις εἰς τὸν τύπον περὶ τῆς καταστάσεως καὶ τῶν προτάσεων τὰς ὁποίας ὑπέβαλε διὰ τὴν εἰρηνικὴν διευθέτησιν τοῦ ἑλληνικοῦ ζητήματος. bbox=[28, 833, 254, 951]
headline-uk-crisis-l1: Η ΑΓΓΛΙΚΗ ΚΥΒΕΡΝΗΣΙΣ ΑΝΤΙΜΕΤΩΠΙΖΕΙ bbox=[1274, 865, 1473, 903]
paragraph: Κατὰ τὴν διάρκειαν τῆς ἀπουσίας τοῦ ὁ κ. Πόρτερ ἐξεπροσωπεῖται. bbox=[28, 410, 137, 425]
divider bbox=[272, 281, 720, 282]
paragraph: Ἡ κυβέρνησις ἐξ ἄλλου καταβάλλει πᾶσαν προσπάθειαν ὥστε αἱ ἐκλογαὶ νὰ διεξαχθοῦν ὑπὸ συνθήκας πλήρους ἐλευθερίας καὶ τάξεως, ὥστε τὸ ἀποτέλεσμα νὰ εἶναι ἀδιάβλητον ἀπὸ πάσης πλευρᾶς. bbox=[1053, 414, 1205, 445]
votes: 13.182.862 bbox=[1485, 1066, 1523, 1076]
paragraph: Ὁ κ. Γεώργιος Παπανδρέου περιώδευσε χθὲς τὴν Πελοπόννησον καὶ ὡμίλησεν εἰς τὸν Πύργον καὶ εἰς τὴν Ἀμαλιάδα. Ἐτόνισε τὴν ἀνάγκην ἀναδιοργανώσεως τοῦ κράτους καὶ τῆς βελτιώσεως τῆς θέσεως τῶν ἐργαζομένων. bbox=[423, 830, 569, 862]
subhead-plastiras-2: Ο κ. ΠΛΑΣΤΗΡΑΣ bbox=[780, 454, 846, 463]
article-uk-crisis-continued bbox=[1223, 1197, 1525, 1265]
paragraph: Ἡ Ε.Π.Ε.Κ. ἐξέδωκε ἀνακοίνωσιν, διὰ τῆς ὁποίας καλεῖ τοὺς ὀπαδούς της νὰ ἐπιδείξουν ψυχραιμίαν καὶ πειθαρχίαν κατὰ τὴν διάρκειαν τῆς προεκλογικῆς περιόδου. bbox=[1053, 145, 1205, 168]
paragraph: Ἐν τῷ μεταξὺ ἡ Κυβέρνησις ἐξέδωκε χθὲς νέαν ἐγκύκλιον πρὸς τὰς νομαρχιακὰς ἀρχὰς διὰ τῆς ὁποίας συνιστᾶται ἡ αὐστηροτάτη τήρησις τῶν διατάξεων τοῦ ἐκλογικοῦ νόμου. bbox=[1053, 450, 1205, 472]
paragraph: Ὡς ἐγνώσθη, ἡ κυβέρνησις προτίθεται νὰ λάβη μέτρα διὰ τὴν προώθησιν τῶν ἐξαγωγῶν εἰς τὰς ἀγορὰς τοῦ ἐξωτερικοῦ. bbox=[145, 1316, 254, 1339]
divider bbox=[1223, 327, 1525, 329]
subhead-melas: Ο κ. ΜΕΛΑΣ bbox=[790, 260, 836, 270]
paragraph: Ἡ Ε.Π.Ε.Κ. ἐξέδωκε ἀνακοίνωσιν, διὰ τῆς ὁποίας καλεῖ τοὺς ὀπαδούς της νὰ ἐπιδείξουν ψυχραιμίαν καὶ πειθαρχίαν κατὰ τὴν διάρκειαν τῆς προεκλογικῆς περιόδου. bbox=[575, 464, 720, 487]
subhead-candidates: ΟΙ ΑΝΑΚΗΡΥΧΘΕΝΤΕΣ bbox=[453, 536, 539, 546]
paragraph: Ἡ Ἐπιτροπὴ Οἰκονομικῆς Πολιτικῆς διὰ τῶν τελευταίων αὐτῆς συνεδριάσεων ἀσχολήθη μὲ τὸ ζήτημα τῆς ἐξαγωγῆς τῶν καπνῶν καὶ τῆς σταφίδος. bbox=[28, 1281, 137, 1311]
divider bbox=[28, 1056, 254, 1057]
paragraph: Ὁ κ. Τσαλδάρης διεκήρυξεν ὅτι ἡ παράταξίς του δέχεται τὴν ἑτυμηγορίαν τοῦ λαοῦ καὶ καλεῖ ὅλους τοὺς πολίτας νὰ προσέλθουν εἰς τὰς κάλπας μὲ πλήρη συναίσθησιν τῆς εὐθύνης των. bbox=[272, 516, 417, 546]
paragraph: Ὁ ἐδῶ γαλλικὸς τύπος σχολιάζων τὰ ἀποτελέσματα τῶν ἀγγλικῶν ἐκλογῶν γράφει ὅτι ταῦτα σημαίνουν σαφῆ ὑποχώρησιν τοῦ σοσιαλισμοῦ καὶ ἐπάνοδον τῆς Εὐρώπης εἰς ὑγιεῖς ἀντιλήψεις περὶ τῆς οἰκονομικῆς πολιτικῆς. bbox=[1223, 227, 1525, 320]
divider bbox=[28, 528, 254, 529]
paragraph: Ἤδη ἔχουν ὑπογραφῆ συμφωνίαι μετὰ τῆς Γαλλίας καὶ τῆς Ἰταλίας, ἐνῶ συνεχίζονται αἱ συνομιλίαι μετὰ τῆς Ἑλβετίας καὶ τῶν Κάτω Χωρῶν. bbox=[145, 1083, 254, 1114]
section-title-foreign: ΕΞΩΤΕΡΙΚΑ ΤΗΛΕΓΡΑΦΗΜΑΤΑ bbox=[1146, 31, 1552, 60]
main-headline-l3a: Η ΚΥΒΕΡΝΗΣΙΣ ΚΑΤΑΒΑΛΛΕΙ ΠΑΣΑΝ ΠΡΟΣΠΑΘΕΙΑΝ bbox=[306, 210, 686, 228]
headline-tobacco-l1: Η ΚΥΒΕΡΝΗΣΙΣ ΜΕΛΕΤΑ ΤΟ ΖΗΤΗΜΑ bbox=[40, 1166, 242, 1206]
subhead-patras-blocked: ΑΠΕΑΟΚΙΑΣΘΗ ΛΟΓΕΣ ΕΙΣ ΤΑΣ ΠΑΤΡΑΣ bbox=[896, 106, 1047, 116]
paragraph: Τὰ ἐκλογικὰ τμήματα τῆς περιφερείας Ἀθηνῶν ἀνέρχονται εἰς 1.835, τὰ δὲ τοῦ Πειραιῶς εἰς 600. Συνολικῶς θὰ λειτουργήσουν εἰς ὁλόκληρον τὴν χώραν 9.650 τμήματα. bbox=[575, 581, 720, 604]
election-results-table bbox=[1382, 1066, 1525, 1191]
paragraph: Ὁ κ. Τσαλδάρης διεκήρυξεν ὅτι ἡ παράταξίς του δέχεται τὴν ἑτυμηγορίαν τοῦ λαοῦ καὶ καλεῖ ὅλους τοὺς πολίτας νὰ προσέλθουν εἰς τὰς κάλπας μὲ πλήρη συναίσθησιν τῆς εὐθύνης των. bbox=[575, 757, 720, 789]
table-row bbox=[1382, 1088, 1525, 1098]
paragraph: Εἰς τὸ ὑπουργεῖον Ἐθνικῆς Οἰκονομίας συνεχίζονται αἱ διαπραγματεύσεις διὰ τὴν σύναψιν ἐμπορικῶν συμβάσεων μετὰ τῶν δυτικῶν κρατῶν. bbox=[145, 1118, 254, 1149]
paragraph: Ἡ διατήρησις τῶν σχέσεων τῶν Ἡνωμένων Πολιτειῶν μετὰ τῆς Οὑγγαρίας καὶ τῆς Ρουμανίας καθίσταται ὁλονὲν δυσχερεστέρα, ὡς ἀνεκοινώθη ἐκ τοῦ Σταίητ Ντηπάρτμεντ. bbox=[1223, 1232, 1370, 1255]
paragraph: Ὁ ἰατρικὸς σύλλογος Δράμας ἀπέστειλε ὑπόμνημα πρὸς τὸ ὑπουργεῖον Ὑγιεινῆς διὰ τὴν ἀντιμετώπισιν τῶν ὑγειονομικῶν ἀναγκῶν τῆς περιοχῆς. bbox=[896, 183, 1047, 206]
paragraph: Τὸ Γραφεῖον Τύπου τῆς Ε.Δ.Α. ἀνεκοίνωσε τὸ πρόγραμμα τῶν συγκεντρώσεων αἱ ὁποῖαι θὰ πραγματοποιηθοῦν κατὰ τὰς ἑπομένας ἡμέρας εἰς διάφορα κέντρα τῆς πρωτευούσης καὶ τῶν ἐπαρχιῶν. bbox=[575, 491, 720, 523]
paragraph: Ὁ κ. Τσαλδάρης διεκήρυξεν ὅτι ἡ παράταξίς του δέχεται τὴν ἑτυμηγορίαν τοῦ λαοῦ καὶ καλεῖ ὅλους τοὺς πολίτας νὰ προσέλθουν εἰς τὰς κάλπας μὲ πλήρη συναίσθησιν τῆς εὐθύνης των. bbox=[423, 499, 569, 530]
main-headline-l2: ΧΩΡΙΣ ΝΑ ΥΠΑΡΧΗ ΚΙΝΔΥΝΟΣ ΑΝΑΒΟΛΗΣ bbox=[302, 148, 690, 206]
subhead-civil-servants: ΟΙ ΔΗΜ. ΥΠΑΛΛΗΛΟΙ bbox=[456, 580, 537, 590]
paragraph: Ὁ ἀρχηγὸς τοῦ Κόμματος τῶν Φιλελευθέρων κ. Σοφοκλῆς Βενιζέλος ὡμίλησεν χθὲς εἰς τὴν Θεσσαλονίκην. Ὁ ὁμιλητὴς ἐχαρακτήρισε τὰς ἐκλογὰς ὡς σταθμὸν εἰς τὴν πολιτικὴν ζωὴν τοῦ τόπου. bbox=[575, 323, 720, 355]
masthead bbox=[0, 0, 1578, 83]
paragraph: Ὁ κ. Γεώργιος Παπανδρέου περιώδευσε χθὲς τὴν Πελοπόννησον καὶ ὡμίλησεν εἰς τὸν Πύργον καὶ εἰς τὴν Ἀμαλιάδα. Ἐτόνισε τὴν ἀνάγκην ἀναδιοργανώσεως τοῦ κράτους καὶ τῆς βελτιώσεως τῆς θέσεως τῶν ἐργαζομένων. bbox=[575, 828, 720, 860]
paragraph: Ὁ νόμος περὶ ἐκκαθαρίσεως τοῦ ἀστυνομικοῦ σώματος ἀπεστάλη χθὲς πρὸς ὑπογραφὴν καὶ ἀναμένεται νὰ δημοσιευθῆ ἐντὸς τῶν ἡμερῶν εἰς τὴν Ἐφημερίδα τῆς Κυβερνήσεως. bbox=[1223, 684, 1370, 716]
dateline: ΛΟΝΔΙΝΟΝ, 24. (Ἰδ. ὑπ.).— bbox=[1229, 400, 1298, 407]
paragraph: Ὁ ἀρχηγὸς τοῦ Λαϊκοῦ κόμματος κ. Κ. Τσαλδάρης ὡμίλησε χθὲς τὴν ἑσπέραν εἰς τὸ θέατρον «Ἀλάμπρα» πρὸς πυκνότατον ἀκροατήριον. Ὁ ὁμιλητὴς ἀνέπτυξε τὸ πρόγραμμα τοῦ κόμματός του καὶ ἐτόνισεν ὅτι ἡ νίκη τοῦ Λαϊκοῦ κόμματος θὰ σημάνη τὴν ἐπάνοδον τῆς γαλήνης καὶ τῆς τάξεως. bbox=[575, 706, 720, 753]
paragraph: Ὁ στρατηγὸς Ν. Πλαστήρας ὡμίλησε χθὲς εἰς τὸ Αἴγιον καὶ ἐτόνισε τὴν ἀνάγκην ἑνότητος ὅλων τῶν δημοκρατικῶν δυνάμεων τοῦ τόπου. bbox=[423, 768, 569, 791]
subhead-candidate-injured: ΤΡΑΥΜΑΤΙΣΜΟΣ ΥΠΟΨΗΦΙΟΥ ΒΟΥΛΕΥΤΟΥ bbox=[904, 385, 1039, 408]
subhead-no-postponement: ΚΑΜΜΙΑ ΑΝΑΒΟΛΗ bbox=[776, 182, 851, 192]
secondary-banner-l1: Η ΠΡΟΕΚΛΟΓΙΚΗ ΚΙΝΗΣΙΣ ΣΥΝΕΧΙΖΕΤΑΙ ΖΩΗΡΟΤΑΤΗ bbox=[313, 387, 680, 431]
paragraph: Ὁ νόμος περὶ ἐκκαθαρίσεως τοῦ ἀστυνομικοῦ σώματος ἀπεστάλη χθὲς πρὸς ὑπογραφὴν καὶ ἀναμένεται νὰ δημοσιευθῆ ἐντὸς τῶν ἡμερῶν εἰς τὴν Ἐφημερίδα τῆς Κυβερνήσεως. bbox=[1378, 816, 1525, 847]
section-title-domestic: ΑΙ ΕΙΔΗΣΕΙΣ ΤΟΥ ΕΣΩΤΕΡΙΚΟΥ bbox=[26, 28, 481, 59]
headline-porter-l1: ΑΝΑΧΩΡΕΙ ΣΗΜΕΡΟΝ ΕΙΣ ΟΥΑΣΙΓΚΤΩΝ bbox=[29, 97, 253, 145]
paragraph: Ὁ κ. Σοφιανόπουλος ἐτόνισεν ὅτι ἐμμένει εἰς τὰς ἀπόψεις του, αἱ ὁποῖαι ἀποβλέπουν εἰς τὴν ἀποκατάστασιν τῆς ἑνότητος τοῦ λαοῦ καὶ τὴν διεθνῆ ἐγγύησιν τῶν συνόρων τῆς χώρας. bbox=[28, 884, 137, 924]
paragraph: Ἡ ἀγγλικὴ κυβέρνησις, μὲ τὴν πενιχρὰν πλειοψηφίαν τὴν ὁποίαν διαθέτει εἰς τὴν Βουλήν, ἀντιμετωπίζει σοβαρὰς δυσχερείας καὶ δὲν ἀποκλείεται νὰ προσφύγη ἐκ νέου εἰς τὸν λαόν. bbox=[1378, 246, 1525, 277]
paragraph: Ἡ Ε.Π.Ε.Κ. ἐξέδωκε ἀνακοίνωσιν, διὰ τῆς ὁποίας καλεῖ τοὺς ὀπαδούς της νὰ ἐπιδείξουν ψυχραιμίαν καὶ πειθαρχίαν κατὰ τὴν διάρκειαν τῆς προεκλογικῆς περιόδου. bbox=[272, 689, 417, 712]
divider bbox=[28, 1273, 254, 1274]
paragraph: Διὰ τοὺς δημοσίους ὑπαλλήλους ὁρίζεται ὅτι θὰ ψηφίσουν εἰς τὰ τμήματα τῆς ἕδρας των, ἐφ' ὅσον ἔχουν ἐγγραφῆ εἰς τοὺς οἰκείους καταλόγους. bbox=[1053, 250, 1205, 274]
main-headline-l1: ΒΑΙΝΟΜΕΝ ΟΜΑΛΩΣ ΠΡΟΣ ΕΚΛΟΓΑΣ bbox=[320, 93, 673, 150]
headline-trade-l1: Η ΕΛΛΑΣ ΥΠΟΓΡΑΦΕΙ ΕΜΠΟΡΙΚΑΣ bbox=[52, 968, 230, 1008]
paragraph bbox=[896, 120, 1046, 153]
paragraph-text: Ὁ ἐδῶ γαλλικὸς τύπος σχολιάζων τὰ ἀποτελέσματα τῶν ἀγγλικῶν ἐκλογῶν γράφει ὅτι ταῦτα σημαίνουν σαφῆ ὑποχώρησιν τοῦ σοσιαλισμοῦ καὶ ἐπάνοδον τῆς Εὐρώπης εἰς ὑγιεῖς ἀντιλήψεις περὶ τῆς οἰκονομικῆς πολιτικῆς. bbox=[1223, 227, 1371, 265]
paragraph: Ἡ Ἐκτελεστικὴ Ἐπιτροπὴ τῆς Α.Δ.Ε.Δ.Υ. ἐξέδωκε χθὲς τὴν κάτωθι ἀνακοίνωσιν: bbox=[28, 535, 137, 550]
paragraph: Ὑπὸ τοῦ ὑπουργείου Ἐσωτερικῶν ἀνεκοινώθη ὅτι ὁ ἀριθμὸς τῶν ἀνακηρυχθέντων ὑποψηφίων ἀνέρχεται εἰς 2.500 διὰ ὁλόκληρον τὴν ἐπικράτειαν. bbox=[1053, 224, 1205, 246]
issue-date: ΣΑΒΒΑΤΟΝ, 25 Φεβρουαρίου bbox=[1379, 67, 1552, 79]
divider bbox=[1223, 585, 1525, 587]
total-seats: 616 bbox=[1414, 1126, 1427, 1136]
divider bbox=[1223, 393, 1525, 394]
seats: 294 bbox=[1461, 1077, 1473, 1087]
party-name: Φιλελεύθεροι bbox=[1383, 1089, 1427, 1098]
divider bbox=[28, 433, 254, 435]
divider bbox=[1223, 724, 1525, 726]
divider bbox=[28, 960, 254, 962]
article-judicial-body bbox=[28, 1441, 254, 1543]
paragraph: Εἰς τὸ ὑπουργεῖον Ἐθνικῆς Οἰκονομίας συνεχίζονται αἱ διαπραγματεύσεις διὰ τὴν σύναψιν ἐμπορικῶν συμβάσεων μετὰ τῶν δυτικῶν κρατῶν. bbox=[28, 1064, 137, 1094]
paragraph: Ὁ ἰατρικὸς σύλλογος Δράμας ἀπέστειλε ὑπόμνημα πρὸς τὸ ὑπουργεῖον Ὑγιεινῆς διὰ τὴν ἀντιμετώπισιν τῶν ὑγειονομικῶν ἀναγκῶν τῆς περιοχῆς. bbox=[575, 678, 720, 702]
subhead-workers: ΟΙ ΕΡΓΑΖΟΜΕΝΟΙ bbox=[462, 710, 531, 720]
paragraph: Ὑπολείπονται ἀκόμη 17 περιφέρειαι. Οἱ ἐργατικοὶ ἔλαβον μέχρι στιγμῆς 314 ἕδρας καὶ οἱ συντηρητικοὶ 294. bbox=[1223, 1101, 1374, 1116]
divider bbox=[272, 457, 720, 458]
paragraph: Ὁ ἀρχηγὸς τοῦ Κόμματος τῶν Φιλελευθέρων κ. Σοφοκλῆς Βενιζέλος ὡμίλησεν χθὲς εἰς τὴν Θεσσαλονίκην. Ὁ ὁμιλητὴς ἐχαρακτήρισε τὰς ἐκλογὰς ὡς σταθμὸν εἰς τὴν πολιτικὴν ζωὴν τοῦ τόπου. bbox=[423, 795, 569, 826]
paragraph: Αἱ ἐργατικαὶ ὀργανώσεις ἐξέδωκαν ἀνακοίνωσιν, διὰ τῆς ὁποίας καλοῦν τοὺς ἐργαζομένους νὰ ὑποστηρίξουν τοὺς ὑποψηφίους οἱ ὁποῖοι ὑπεστήριξαν τὰ αἰτήματά των. bbox=[423, 725, 569, 747]
masthead-right bbox=[1146, 31, 1552, 79]
seats: — bbox=[1466, 1099, 1473, 1109]
article-adedy-body bbox=[28, 535, 254, 684]
headline-envoy-l1: ΕΔΟΛΟΦΟΝΗΘΗ Ο ΑΜΕΡΙΚΑΝΟΣ bbox=[1265, 336, 1482, 352]
paragraph: Κατὰ τὴν τελευταίαν συνεδρίασιν τῆς ἁρμοδίας ἐπιτροπῆς ἐξητάσθησαν αἱ ἐνστάσεις αἱ ὁποῖαι ὑπεβλήθησαν κατὰ τῆς φορολογίας τῶν εὐπόρων. bbox=[28, 1631, 137, 1662]
divider bbox=[28, 1159, 254, 1161]
paragraph: Ἐσχηματίσθη νέον κόμμα ὑπὸ τὴν ἐπωνυμίαν «Ἀγροτικὴ Ἕνωσις», τὸ ὁποῖον κατέρχεται εἰς τὰς ἐκλογὰς μὲ ἰδίους συνδυασμοὺς εἰς ὡρισμένας περιφερείας. bbox=[423, 681, 569, 704]
divider bbox=[1223, 458, 1525, 460]
headline-relations-l2: ΤΗΣ ΑΜΕΡΙΚΗΣ ΜΕΤΑ ΤΗΣ ΟΥΓΓΑΡΙΑΣ ΚΑΙ ΡΟΥΜΑΝΙΑΣ bbox=[1256, 486, 1491, 512]
paragraph: Ὁ ἀρχηγὸς τοῦ Κόμματος τῶν Φιλελευθέρων κ. Σοφοκλῆς Βενιζέλος ὡμίλησεν χθὲς εἰς τὴν Θεσσαλονίκην. Ὁ ὁμιλητὴς ἐχαρακτήρισε τὰς ἐκλογὰς ὡς σταθμὸν εἰς τὴν πολιτικὴν ζωὴν τοῦ τόπου. bbox=[575, 793, 720, 824]
headline-porter-l2: Ο ΑΡΧΗΓΟΣ ΤΗΣ ΑΠΟΣΤΟΛΗΣ κ. ΠΟΡΤΕΡ bbox=[55, 148, 227, 220]
seats: — bbox=[1466, 1110, 1473, 1120]
column-main-elections bbox=[264, 93, 728, 2282]
secondary-banner bbox=[272, 387, 720, 451]
table-row-total bbox=[1382, 1126, 1525, 1137]
headline-police-purge: ΕΚΚΑΘΑΡΙΖΕΤΑΙ ΤΟ ΑΣΤΥΝΟΜΙΚΟΝ ΣΩΜΑ bbox=[1227, 732, 1521, 771]
headline-porter-l3: Θ' ΑΝΑΠΤΥΞΗ ΕΙΣ ΤΟ ΚΟΓΚΡΕΣΣΟΝ ΤΑΣ ΕΛΛΗΝ. ΑΝΑΓΚΑΣ bbox=[53, 222, 229, 269]
paragraph: Ὁ κ. Σοφιανόπουλος ἐτόνισεν ὅτι ἐμμένει εἰς τὰς ἀπόψεις του, αἱ ὁποῖαι ἀποβλέπουν εἰς τὴν ἀποκατάστασιν τῆς ἑνότητος τοῦ λαοῦ καὶ τὴν διεθνῆ ἐγγύησιν τῶν συνόρων τῆς χώρας. bbox=[145, 861, 254, 899]
paragraph: Ἡ Α.Δ.Ε.Δ.Υ. ζητεῖ τὴν ἄμεσον χορήγησιν τιμαρίθμου καὶ τὴν λῆψιν δραστικῶν μέτρων κατὰ τῆς αἰσχροκερδείας. bbox=[28, 658, 137, 681]
paragraph: Αἱ ἐργατικαὶ ὀργανώσεις ἐξέδωκαν ἀνακοίνωσιν, διὰ τῆς ὁποίας καλοῦν τοὺς ἐργαζομένους νὰ ὑποστηρίξουν τοὺς ὑποψηφίους οἱ ὁποῖοι ὑπεστήριξαν τὰ αἰτήματά των. bbox=[575, 635, 720, 659]
paragraph bbox=[1223, 1066, 1374, 1098]
headline-adedy-l1: Η ΛΑΕΔΥ ΚΑΤΑΓΓΕΛΛΕΙ ΤΗΝ ΚΥΒΕΡΝΗΣΙΝ bbox=[45, 441, 237, 480]
paragraph: Τὸ Γραφεῖον Τύπου τῆς Ε.Δ.Α. ἀνεκοίνωσε τὸ πρόγραμμα τῶν συγκεντρώσεων αἱ ὁποῖαι θὰ πραγματοποιηθοῦν κατὰ τὰς ἑπομένας ἡμέρας εἰς διάφορα κέντρα τῆς πρωτευούσης καὶ τῶν ἐπαρχιῶν. bbox=[272, 759, 417, 791]
paragraph: Πρέπει νὰ σημειωθῆ ὅτι τὸ ζήτημα τῆς συνταγματικότητος τοῦ νόμου θὰ κριθῆ τελικῶς ὑπὸ τῆς Ὁλομελείας τοῦ Ἀρείου Πάγου. bbox=[145, 1460, 254, 1492]
subhead-press-strike: ΣΥΝΕΧΙΖΕΤΑΙ Η ΑΠΕΡΓΙΑ ΤΥΠΟΥ ΕΙΣ ΘΕΣ/ΝΙΚΗΝ bbox=[897, 308, 1046, 332]
secondary-banner-l2: ΟΙ ΠΟΛΙΤΙΚΟΙ ΑΡΧΗΓΟΙ ΚΑΙ ΟΙ ΥΠΟΨΗΦΙΟΙ ΠΕΡΙΟΔΕΥΟΥΝ bbox=[284, 434, 708, 452]
paragraph: Ὁ ἀρχηγὸς τοῦ Λαϊκοῦ κόμματος κ. Κ. Τσαλδάρης ὡμίλησε χθὲς τὴν ἑσπέραν εἰς τὸ θέατρον «Ἀλάμπρα» πρὸς πυκνότατον ἀκροατήριον. Ὁ ὁμιλητὴς ἀνέπτυξε τὸ πρόγραμμα τοῦ κόμματός του καὶ ἐτόνισεν ὅτι ἡ νίκη τοῦ Λαϊκοῦ κόμματος θὰ σημάνη τὴν ἐπάνοδον τῆς γαλήνης καὶ τῆς τάξεως. bbox=[896, 227, 1047, 265]
main-headline bbox=[272, 93, 720, 250]
paper-name: ΕΜΠΡΟΣ bbox=[766, 44, 861, 64]
votes: 2.577.256 bbox=[1489, 1089, 1523, 1098]
paragraph bbox=[1223, 269, 1370, 302]
paragraph-text: Χθὲς τὴν ἑσπέραν ἐτραυματίσθη ἐλαφρῶς ὁ ὑποψήφιος βουλευτὴς τοῦ νομοῦ, κατὰ τὴν διάρκειαν ἐπεισοδίων τὰ ὁποῖα ἐσημειώθησαν εἰς τὸ τέλος προεκλογικῆς συγκεντρώσεως. Ἐπενέβη ἡ ἀστυνομία καὶ ἀπεκατέστησε τὴν τάξιν. bbox=[896, 414, 1047, 454]
paragraph: Ὁ Ἀμερικανὸς ἐπιτετραμμένος εἰς τὸ Βουκουρέστι ἐδολοφονήθη χθὲς ἐνῶ ἐπέστρεφεν ἀπὸ τὴν Βιέννην. Ἡ εἴδησις προεκάλεσε βαθυτάτην συγκίνησιν εἰς τοὺς διπλωματικοὺς κύκλους. bbox=[1378, 412, 1525, 443]
paragraph: Ὁ στρατηγὸς Ν. Πλαστήρας ὡμίλησε χθὲς εἰς τὸ Αἴγιον καὶ ἐτόνισε τὴν ἀνάγκην ἑνότητος ὅλων τῶν δημοκρατικῶν δυνάμεων τοῦ τόπου. bbox=[896, 156, 1047, 178]
headline-uk-crisis-l4: ΑΝΗΣΥΧΙΑΣ ΚΑΙ ΑΓΕΙ ΕΙΣ ΠΟΛΙΤΙΚΗΝ ΚΡΙΣΙΝ bbox=[1271, 992, 1476, 1031]
paragraph: Ὁ ἀρχηγὸς τοῦ Λαϊκοῦ κόμματος κ. Κ. Τσαλδάρης ὡμίλησε χθὲς τὴν ἑσπέραν εἰς τὸ θέατρον «Ἀλάμπρα» πρὸς πυκνότατον ἀκροατήριον. Ὁ ὁμιλητὴς ἀνέπτυξε τὸ πρόγραμμα τοῦ κόμματός του καὶ ἐτόνισεν ὅτι ἡ νίκη τοῦ Λαϊκοῦ κόμματος θὰ σημάνη τὴν ἐπάνοδον τῆς γαλήνης καὶ τῆς τάξεως. bbox=[272, 464, 569, 862]
column-campaign-right bbox=[730, 93, 1213, 2282]
headline-uk-crisis-l3: Η ΠΕΝΙΧΡΑ ΠΛΕΙΟΨΗΦΙΑ ΤΗΣ ΔΗΜΙΟΥΡΓΕΙ bbox=[1252, 950, 1496, 989]
paragraph: Ὡς ἐγνώσθη, ἡ κυβέρνησις προτίθεται νὰ λάβη μέτρα διὰ τὴν προώθησιν τῶν ἐξαγωγῶν εἰς τὰς ἀγορὰς τοῦ ἐξωτερικοῦ. bbox=[28, 1316, 137, 1339]
paragraph: Ὁ ἰατρικὸς σύλλογος Δράμας ἀπέστειλε ὑπόμνημα πρὸς τὸ ὑπουργεῖον Ὑγιεινῆς διὰ τὴν ἀντιμετώπισιν τῶν ὑγειονομικῶν ἀναγκῶν τῆς περιοχῆς. bbox=[1053, 387, 1205, 410]
